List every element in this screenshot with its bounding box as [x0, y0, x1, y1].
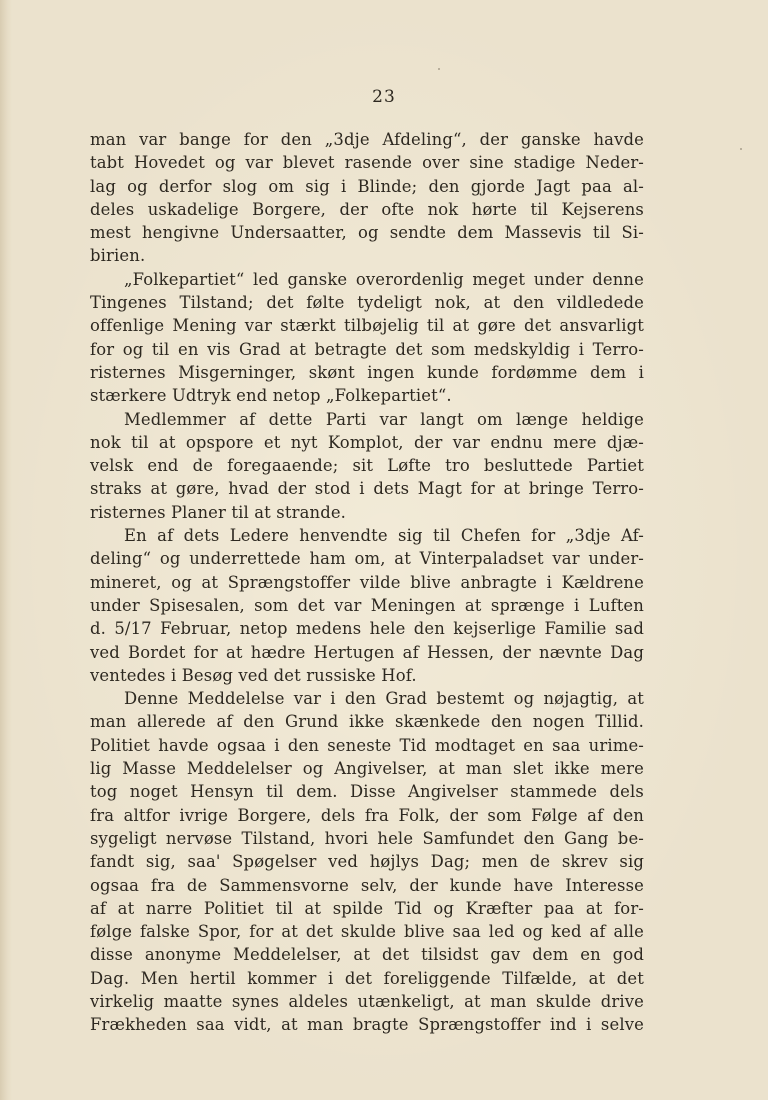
paper-speck [438, 68, 440, 70]
text-line: lig Masse Meddelelser og Angivelser, at man slet ikke mere [90, 759, 644, 779]
text-line: d. 5/17 Februar, netop medens hele den kejserlige Familie sad [90, 619, 644, 639]
text-line: ogsaa fra de Sammensvorne selv, der kunde have Interesse [90, 875, 644, 895]
text-line: Tingenes Tilstand; det følte tydeligt nok, at den vildledede [90, 293, 644, 313]
text-line: sygeligt nervøse Tilstand, hvori hele Samfundet den Gang be- [90, 828, 644, 848]
text-line: Frækheden saa vidt, at man bragte Sprængstoffer ind i selve [90, 1015, 644, 1035]
text-line: fra altfor ivrige Borgere, dels fra Folk, der som Følge af den [90, 805, 644, 825]
text-line: Dag. Men hertil kommer i det foreliggende Tilfælde, at det [90, 968, 644, 988]
text-line: risternes Misgerninger, skønt ingen kunde fordømme dem i [90, 362, 644, 382]
text-line: fandt sig, saa' Spøgelser ved højlys Dag; men de skrev sig [90, 852, 644, 872]
text-line: disse anonyme Meddelelser, at det tilsidst gav dem en god [90, 945, 644, 965]
text-line: virkelig maatte synes aldeles utænkeligt, at man skulde drive [90, 991, 644, 1011]
page-number: 23 [372, 87, 396, 107]
text-line: man var bange for den „3dje Afdeling“, der ganske havde [90, 130, 644, 149]
text-line: nok til at opspore et nyt Komplot, der var endnu mere djæ- [90, 432, 644, 452]
text-line: deling“ og underrettede ham om, at Vinterpaladset var under- [90, 549, 644, 569]
paragraph-end-line: ventedes i Besøg ved det russiske Hof. [90, 665, 417, 685]
text-line: tog noget Hensyn til dem. Disse Angivelser stammede dels [90, 782, 644, 802]
paragraph-start-line: „Folkepartiet“ led ganske overordenlig meget under denne [124, 269, 644, 289]
paragraph-end-line: stærkere Udtryk end netop „Folkepartiet“. [90, 386, 452, 406]
text-line: af at narre Politiet til at spilde Tid og Kræfter paa at for- [90, 898, 644, 918]
page-binding-edge [0, 0, 12, 1100]
text-line: mest hengivne Undersaatter, og sendte dem Massevis til Si- [90, 223, 644, 243]
paragraph-end-line: birien. [90, 246, 146, 266]
text-line: mineret, og at Sprængstoffer vilde blive anbragte i Kældrene [90, 572, 644, 592]
text-line: under Spisesalen, som det var Meningen at sprænge i Luften [90, 595, 644, 615]
text-line: Politiet havde ogsaa i den seneste Tid modtaget en saa urime- [90, 735, 644, 755]
text-line: velsk end de foregaaende; sit Løfte tro besluttede Partiet [90, 456, 644, 476]
text-line: ved Bordet for at hædre Hertugen af Hessen, der nævnte Dag [90, 642, 644, 662]
paragraph-start-line: Medlemmer af dette Parti var langt om længe heldige [124, 409, 644, 429]
text-line: deles uskadelige Borgere, der ofte nok hørte til Kejserens [90, 199, 644, 219]
text-line: man allerede af den Grund ikke skænkede den nogen Tillid. [90, 712, 644, 732]
paper-speck [740, 148, 742, 150]
paragraph-start-line: En af dets Ledere henvendte sig til Chefen for „3dje Af- [124, 526, 644, 546]
text-line: tabt Hovedet og var blevet rasende over sine stadige Neder- [90, 153, 644, 173]
text-line: offenlige Mening var stærkt tilbøjelig til at gøre det ansvarligt [90, 316, 644, 336]
body-text [90, 128, 644, 1037]
text-line: straks at gøre, hvad der stod i dets Magt for at bringe Terro- [90, 479, 644, 499]
paragraph-start-line: Denne Meddelelse var i den Grad bestemt og nøjagtig, at [124, 689, 644, 709]
paragraph-end-line: risternes Planer til at strande. [90, 502, 347, 522]
text-line: følge falske Spor, for at det skulde blive saa led og ked af alle [90, 922, 644, 942]
text-line: for og til en vis Grad at betragte det som medskyldig i Terro- [90, 339, 644, 359]
text-line: lag og derfor slog om sig i Blinde; den gjorde Jagt paa al- [90, 176, 644, 196]
